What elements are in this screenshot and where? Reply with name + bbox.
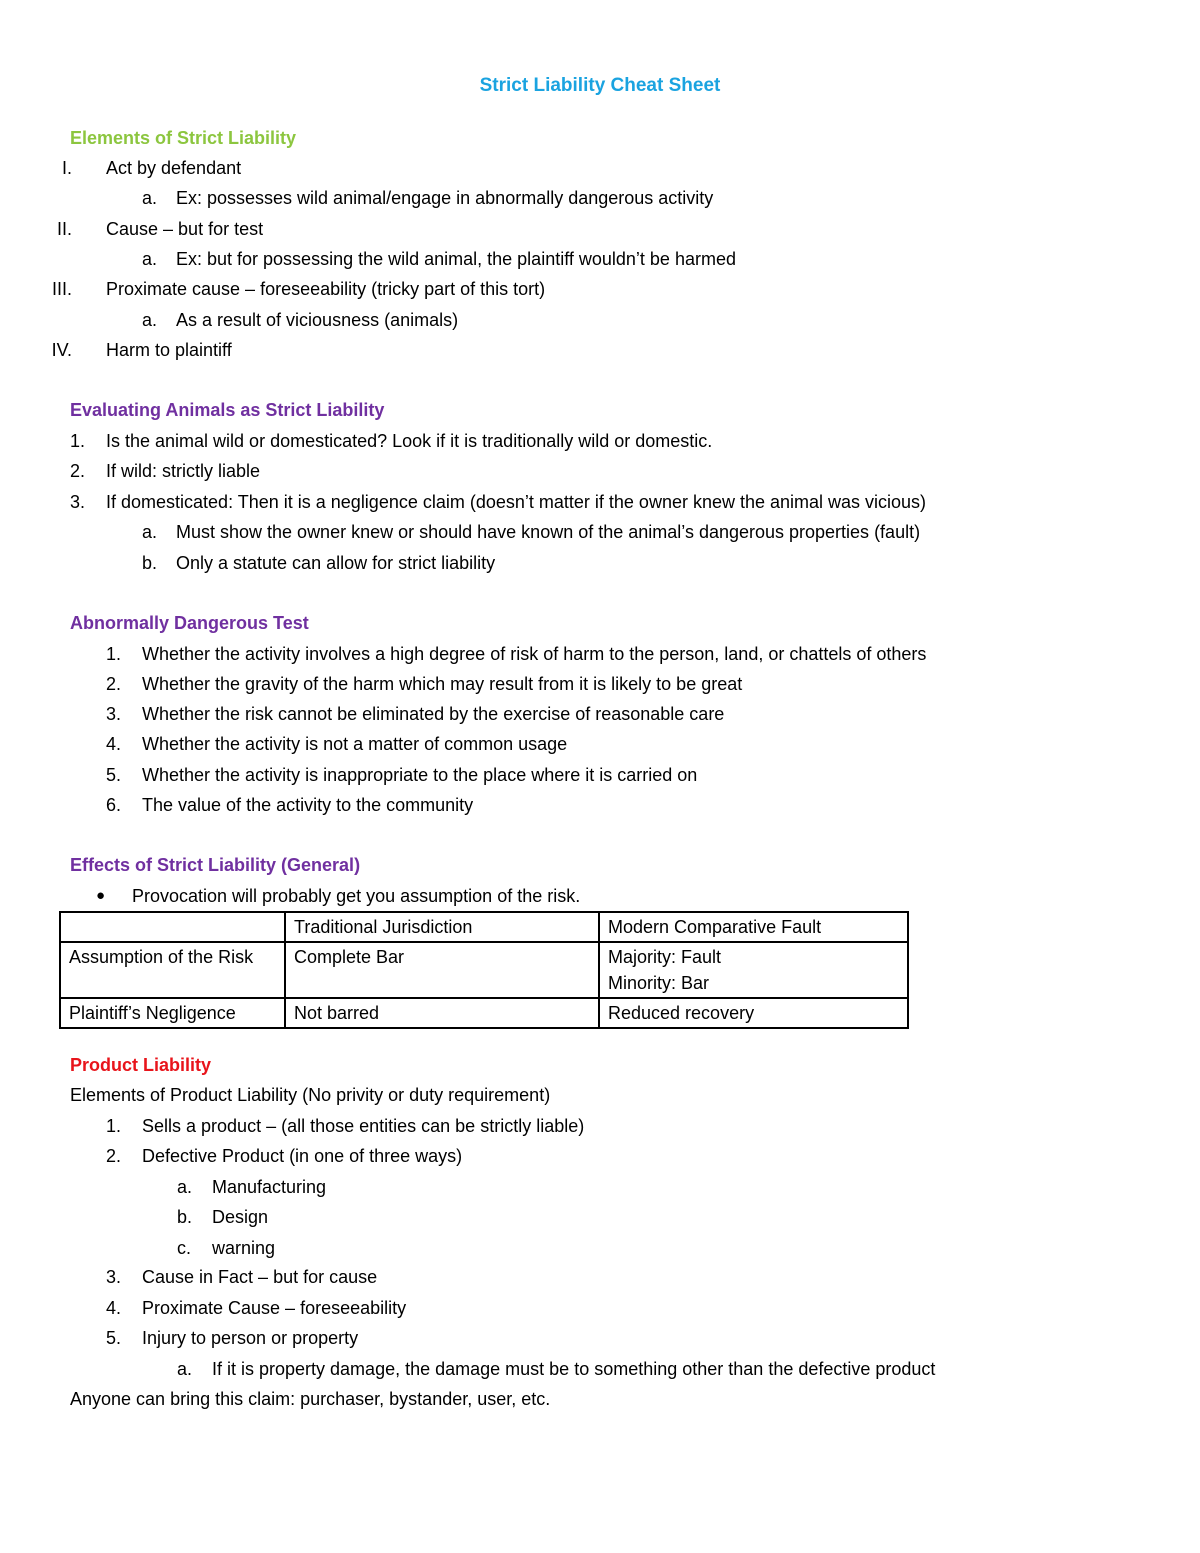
list-marker: 3. [70,492,86,512]
list-marker: a. [142,188,158,208]
list-marker: 2. [106,1146,122,1166]
list-marker: b. [177,1207,193,1227]
list-marker: 5. [106,765,122,785]
table-row [60,998,908,1028]
list-marker: IV. [51,340,72,360]
list-item: If it is property damage, the damage must be to something other than the defective product [212,1359,936,1379]
list-marker: 1. [70,431,86,451]
list-marker: a. [142,310,158,330]
list-marker: III. [51,279,72,299]
list-item: Provocation will probably get you assumption of the risk. [132,886,581,906]
table-row [60,912,908,942]
list-item: Whether the gravity of the harm which may result from it is likely to be great [142,674,743,694]
list-item: Design [212,1207,269,1227]
list-item: If domesticated: Then it is a negligence claim (doesn’t matter if the owner knew the animal was vicious) [106,492,927,512]
list-marker: 4. [106,1298,122,1318]
list-marker: 4. [106,734,122,754]
list-item: Whether the activity is inappropriate to the place where it is carried on [142,765,698,785]
list-marker: 1. [106,1116,122,1136]
list-marker: I. [61,158,72,178]
list-marker: a. [177,1177,193,1197]
table-cell: Complete Bar [285,942,599,998]
table-cell: Assumption of the Risk [60,942,285,998]
list-item: Cause – but for test [106,219,264,239]
list-marker: 6. [106,795,122,815]
list-item: The value of the activity to the community [142,795,474,815]
list-item: Ex: but for possessing the wild animal, the plaintiff wouldn’t be harmed [176,249,736,269]
section-heading-animals: Evaluating Animals as Strict Liability [70,400,385,420]
product-footer: Anyone can bring this claim: purchaser, bystander, user, etc. [70,1389,551,1409]
list-marker: 1. [106,644,122,664]
list-item: As a result of viciousness (animals) [176,310,459,330]
list-item: Proximate cause – foreseeability (tricky part of this tort) [106,279,546,299]
list-marker: 2. [106,674,122,694]
list-item: If wild: strictly liable [106,461,261,481]
list-item: Injury to person or property [142,1328,359,1348]
list-item: Sells a product – (all those entities can be strictly liable) [142,1116,585,1136]
list-item: Harm to plaintiff [106,340,232,360]
list-item: Whether the activity involves a high degree of risk of harm to the person, land, or chattels of others [142,644,927,664]
list-item: Whether the activity is not a matter of common usage [142,734,568,754]
list-marker: b. [142,553,158,573]
list-marker: 3. [106,704,122,724]
list-marker: a. [142,249,158,269]
table-cell: Reduced recovery [599,998,908,1028]
page-title: Strict Liability Cheat Sheet [479,75,721,96]
list-item: Defective Product (in one of three ways) [142,1146,463,1166]
table-header: Traditional Jurisdiction [285,912,599,942]
list-item: Whether the risk cannot be eliminated by the exercise of reasonable care [142,704,725,724]
list-marker: c. [177,1238,192,1258]
list-item: warning [212,1238,276,1258]
list-item: Is the animal wild or domesticated? Look if it is traditionally wild or domestic. [106,431,713,451]
list-item: Manufacturing [212,1177,327,1197]
table-cell-line: Majority: Fault [608,947,722,967]
section-heading-elements: Elements of Strict Liability [70,128,297,148]
list-item: Act by defendant [106,158,242,178]
table-cell-line: Minority: Bar [608,973,710,993]
list-marker: 2. [70,461,86,481]
table-cell: Plaintiff’s Negligence [60,998,285,1028]
bullet-icon: ● [96,887,106,904]
list-item: Must show the owner knew or should have known of the animal’s dangerous properties (fault) [176,522,921,542]
effects-table [59,911,909,1029]
list-marker: 5. [106,1328,122,1348]
list-marker: 3. [106,1267,122,1287]
product-intro: Elements of Product Liability (No privity or duty requirement) [70,1085,551,1105]
list-item: Proximate Cause – foreseeability [142,1298,407,1318]
list-marker: a. [142,522,158,542]
table-row [60,942,908,998]
table-cell [60,912,285,942]
list-item: Ex: possesses wild animal/engage in abnormally dangerous activity [176,188,714,208]
table-header: Modern Comparative Fault [599,912,908,942]
section-heading-product: Product Liability [70,1055,212,1075]
section-heading-effects: Effects of Strict Liability (General) [70,855,361,875]
list-marker: a. [177,1359,193,1379]
section-heading-abnormal: Abnormally Dangerous Test [70,613,309,633]
table-cell: Not barred [285,998,599,1028]
list-item: Only a statute can allow for strict liability [176,553,496,573]
list-item: Cause in Fact – but for cause [142,1267,378,1287]
list-marker: II. [56,219,72,239]
table-cell [599,942,908,998]
